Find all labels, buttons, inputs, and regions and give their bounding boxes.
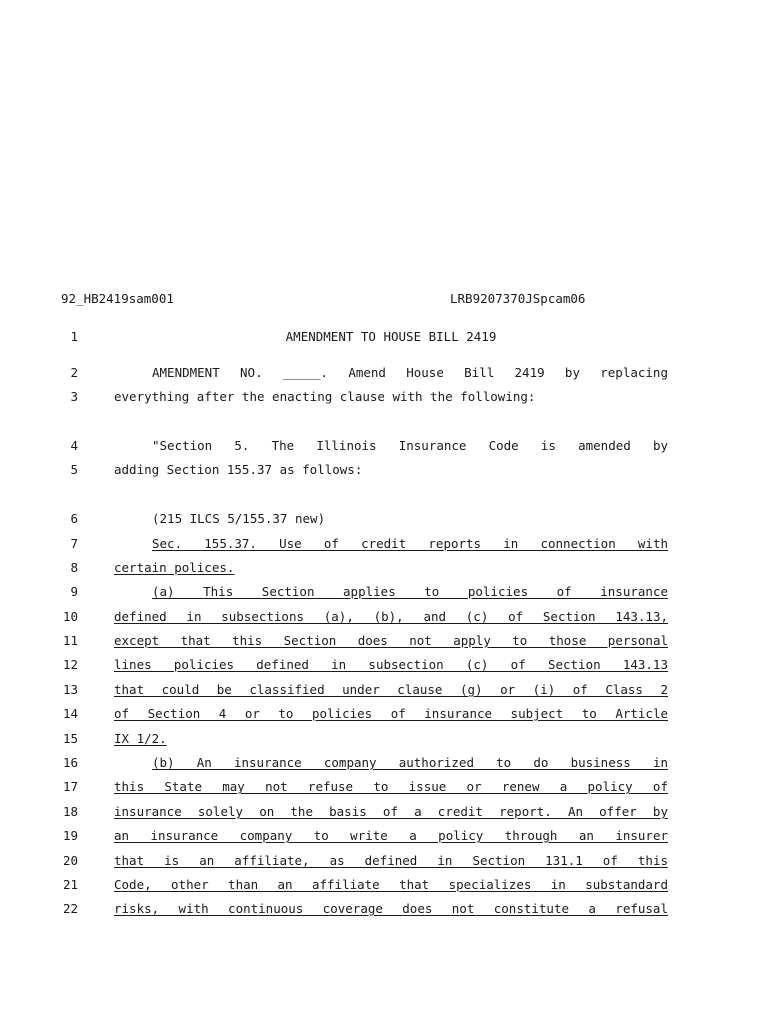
line-text: insurance solely on the basis of a credit report. An offer by (114, 804, 668, 819)
line-text: adding Section 155.37 as follows: (114, 462, 363, 477)
document-line (0, 704, 770, 724)
line-number: 14 (62, 706, 78, 721)
document-line (0, 363, 770, 383)
line-number: 11 (62, 633, 78, 648)
document-line (0, 826, 770, 846)
line-number: 21 (62, 877, 78, 892)
document-line (0, 655, 770, 675)
document-line (0, 680, 770, 700)
document-line (0, 777, 770, 797)
line-number: 6 (70, 511, 78, 526)
document-line (0, 607, 770, 627)
line-number: 10 (62, 609, 78, 624)
line-text: everything after the enacting clause with the following: (114, 389, 536, 404)
line-text: that could be classified under clause (g) or (i) of Class 2 (114, 682, 668, 697)
line-text: of Section 4 or to policies of insurance subject to Article (114, 706, 668, 721)
line-number: 20 (62, 853, 78, 868)
document-line (0, 387, 770, 407)
line-text: lines policies defined in subsection (c) of Section 143.13 (114, 657, 668, 672)
document-line (0, 582, 770, 602)
document-id: 92_HB2419sam001 (61, 291, 174, 306)
document-line (0, 460, 770, 480)
line-text: "Section 5. The Illinois Insurance Code is amended by (152, 438, 668, 453)
line-text: an insurance company to write a policy through an insurer (114, 828, 668, 843)
document-line (0, 327, 770, 347)
line-number: 2 (70, 365, 78, 380)
document-line (0, 875, 770, 895)
line-text: that is an affiliate, as defined in Section 131.1 of this (114, 853, 668, 868)
line-number: 5 (70, 462, 78, 477)
line-text: except that this Section does not apply to those personal (114, 633, 668, 648)
line-number: 13 (62, 682, 78, 697)
line-number: 9 (70, 584, 78, 599)
line-number: 7 (70, 536, 78, 551)
document-line (0, 753, 770, 773)
document-line (0, 509, 770, 529)
line-number: 8 (70, 560, 78, 575)
line-number: 16 (62, 755, 78, 770)
line-text: IX 1/2. (114, 731, 167, 746)
line-text: Sec. 155.37. Use of credit reports in connection with (152, 536, 668, 551)
line-text: (b) An insurance company authorized to do business in (152, 755, 668, 770)
amendment-title: AMENDMENT TO HOUSE BILL 2419 (285, 329, 497, 344)
line-text: risks, with continuous coverage does not constitute a refusal (114, 901, 668, 916)
lrb-number: LRB9207370JSpcam06 (450, 291, 586, 306)
line-text: defined in subsections (a), (b), and (c) of Section 143.13, (114, 609, 668, 624)
line-number: 4 (70, 438, 78, 453)
line-number: 22 (62, 901, 78, 916)
line-text: certain polices. (114, 560, 235, 575)
document-line (0, 729, 770, 749)
document-line (0, 558, 770, 578)
line-number: 3 (70, 389, 78, 404)
document-line (0, 802, 770, 822)
line-text: AMENDMENT NO. _____. Amend House Bill 2419 by replacing (152, 365, 668, 380)
line-number: 12 (62, 657, 78, 672)
line-number: 18 (62, 804, 78, 819)
document-line (0, 534, 770, 554)
document-line (0, 631, 770, 651)
line-text: (215 ILCS 5/155.37 new) (152, 511, 326, 526)
line-number: 15 (62, 731, 78, 746)
line-number: 1 (70, 329, 78, 344)
line-text: (a) This Section applies to policies of insurance (152, 584, 668, 599)
document-line (0, 899, 770, 919)
line-text: this State may not refuse to issue or renew a policy of (114, 779, 668, 794)
document-line (0, 436, 770, 456)
document-line (0, 851, 770, 871)
line-text: Code, other than an affiliate that specializes in substandard (114, 877, 668, 892)
line-number: 17 (62, 779, 78, 794)
line-number: 19 (62, 828, 78, 843)
